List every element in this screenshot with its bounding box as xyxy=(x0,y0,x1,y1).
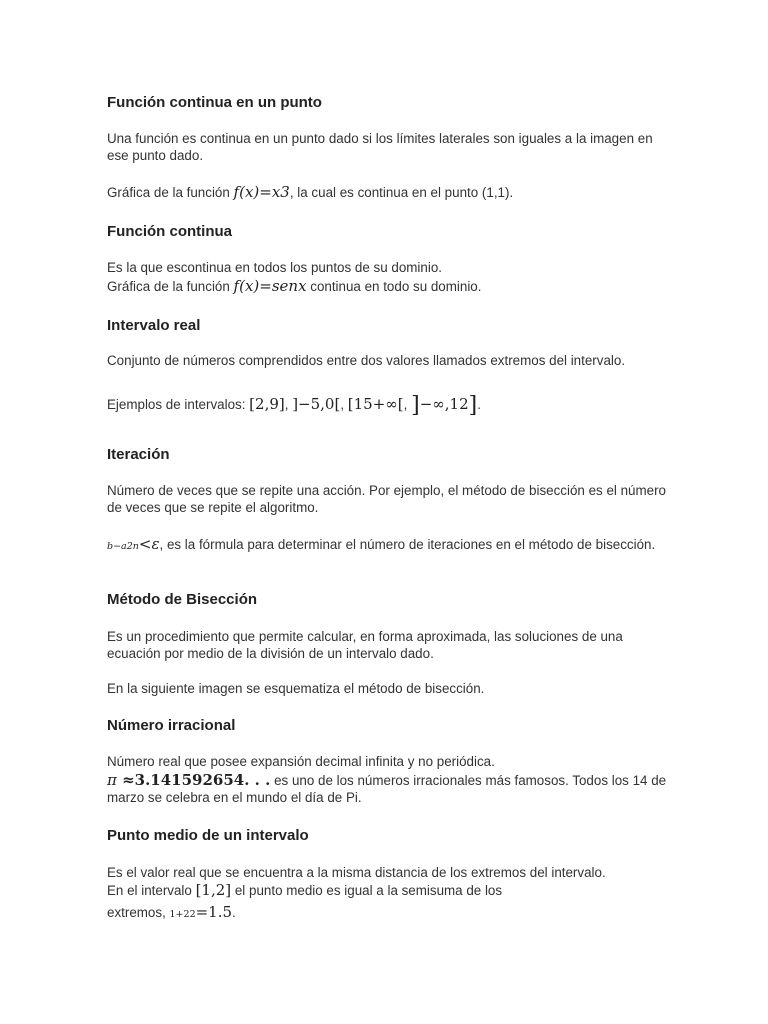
text-fragment: , es la fórmula para determinar el número de iteraciones en el método de bisección. xyxy=(159,537,656,552)
math-result: =1.5 xyxy=(195,903,233,921)
math-fraction: 1+22 xyxy=(169,909,196,920)
math-interval-half-open: [15+∞[ xyxy=(347,395,404,413)
text-fragment: extremos, xyxy=(107,905,170,920)
math-interval: [1,2] xyxy=(195,881,232,899)
text-fragment: . xyxy=(477,397,481,412)
paragraph-pi xyxy=(107,772,667,806)
text-fragment: Gráfica de la función xyxy=(107,279,234,294)
math-interval-open: ]−5,0[ xyxy=(292,395,341,413)
math-expression: f(x)=senx xyxy=(233,277,307,295)
paragraph-definition: Es el valor real que se encuentra a la misma distancia de los extremos del intervalo. xyxy=(107,865,606,880)
text-separator: , xyxy=(403,397,412,412)
text-fragment: Gráfica de la función xyxy=(107,185,234,200)
math-expression: f(x)=x3 xyxy=(233,183,290,201)
paragraph-midpoint-result xyxy=(107,904,667,923)
paragraph-image-reference: En la siguiente imagen se esquematiza el método de bisección. xyxy=(107,681,485,696)
math-interval-inner: −∞,12 xyxy=(419,395,469,413)
paragraph-definition: Conjunto de números comprendidos entre dos valores llamados extremos del intervalo. xyxy=(107,353,626,368)
paragraph-definition: Una función es continua en un punto dado si los límites laterales son iguales a la imagen en ese punto dado. xyxy=(107,131,653,163)
section-title-funcion-continua: Función continua xyxy=(107,223,232,240)
math-pi-symbol: π xyxy=(107,771,117,789)
math-big-bracket: ] xyxy=(468,393,478,418)
section-title-intervalo-real: Intervalo real xyxy=(107,317,201,334)
math-pi-value: ≈3.141592654. . . xyxy=(116,771,271,789)
text-fragment: . xyxy=(232,905,236,920)
text-fragment: , la cual es continua en el punto (1,1). xyxy=(289,185,514,200)
paragraph-interval-midpoint xyxy=(107,882,667,899)
text-separator: , xyxy=(340,397,348,412)
paragraph-definition: Es la que escontinua en todos los puntos de su dominio. xyxy=(107,260,442,275)
paragraph-definition: Número real que posee expansión decimal infinita y no periódica. xyxy=(107,754,495,769)
text-fragment: continua en todo su dominio. xyxy=(306,279,482,294)
text-fragment: el punto medio es igual a la semisuma de los xyxy=(231,883,503,898)
paragraph-iteration-formula xyxy=(107,536,667,555)
paragraph-interval-examples xyxy=(107,393,667,418)
math-big-bracket: ] xyxy=(411,393,420,418)
text-fragment: Ejemplos de intervalos: xyxy=(107,397,250,412)
paragraph-graph-sine xyxy=(107,278,667,295)
section-title-numero-irracional: Número irracional xyxy=(107,717,236,734)
math-formula: b−a2n xyxy=(107,541,139,552)
math-relation: <ε xyxy=(138,535,160,553)
paragraph-definition: Es un procedimiento que permite calcular, en forma aproximada, las soluciones de una ecuación por medio de la división de un intervalo dado. xyxy=(107,629,623,661)
section-title-funcion-continua-en-un-punto: Función continua en un punto xyxy=(107,94,322,111)
text-fragment: En el intervalo xyxy=(107,883,196,898)
section-title-punto-medio: Punto medio de un intervalo xyxy=(107,827,309,844)
paragraph-graph-cube xyxy=(107,184,667,201)
math-interval-closed: [2,9] xyxy=(249,395,285,413)
text-fragment: es uno de los números irracionales más famosos. Todos los 14 de marzo se celebra en el mundo el día de Pi. xyxy=(107,773,667,805)
text-separator: , xyxy=(284,397,293,412)
section-title-iteracion: Iteración xyxy=(107,446,170,463)
paragraph-definition: Número de veces que se repite una acción. Por ejemplo, el método de bisección es el número de veces que se repite el algoritmo. xyxy=(107,483,667,515)
section-title-metodo-de-biseccion: Método de Bisección xyxy=(107,591,258,608)
